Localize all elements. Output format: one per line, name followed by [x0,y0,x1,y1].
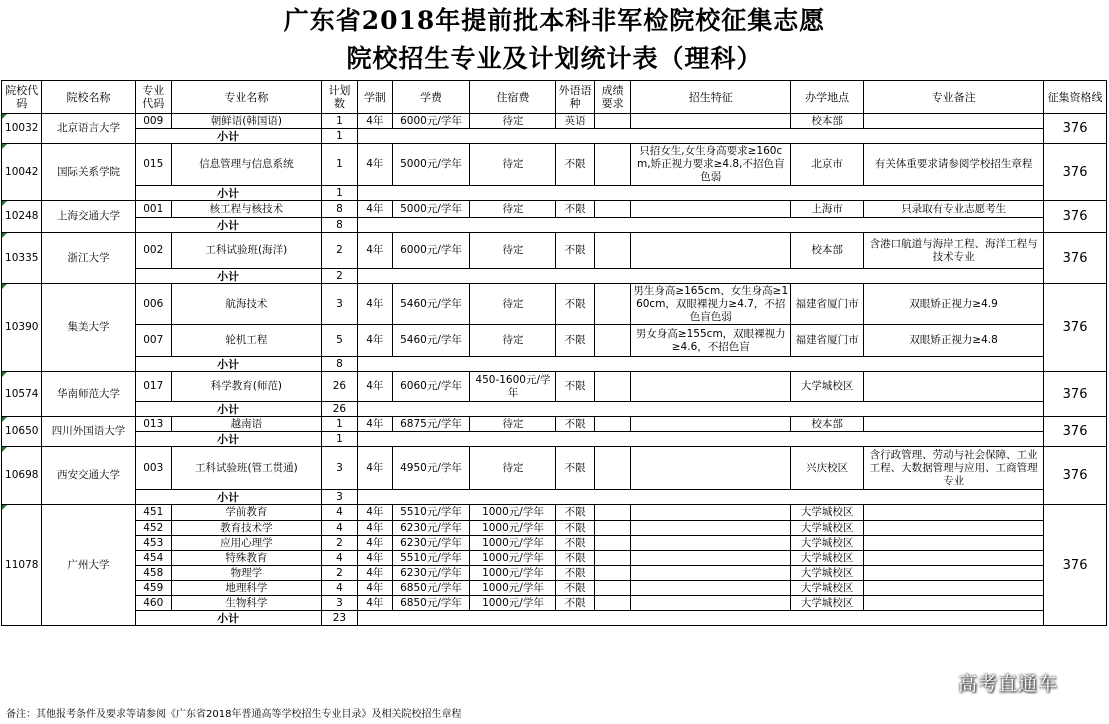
major-code: 454 [135,551,171,566]
major-years: 4年 [358,114,392,129]
major-location: 大学城校区 [791,372,864,402]
major-plan: 4 [321,505,357,521]
major-code: 460 [135,596,171,611]
major-lang: 不限 [556,144,594,186]
subtotal-row [2,402,1107,417]
column-header: 专业名称 [171,81,321,114]
table-row [2,233,1107,269]
major-lodging: 1000元/学年 [470,505,556,521]
qualify-line: 376 [1044,233,1107,284]
major-note: 双眼矫正视力≥4.8 [864,325,1044,357]
major-location: 大学城校区 [791,581,864,596]
major-code: 006 [135,284,171,325]
subtotal-filler [358,218,1044,233]
qualify-line: 376 [1044,144,1107,201]
major-lang: 不限 [556,551,594,566]
major-plan: 2 [321,233,357,269]
major-lodging: 待定 [470,417,556,432]
major-code: 009 [135,114,171,129]
subtotal-value: 3 [321,490,357,505]
school-code: 10574 [2,372,42,417]
major-note: 含行政管理、劳动与社会保障、工业工程、大数据管理与应用、工商管理专业 [864,447,1044,490]
major-lodging: 450-1600元/学年 [470,372,556,402]
subtotal-value: 1 [321,186,357,201]
major-name: 信息管理与信息系统 [171,144,321,186]
major-tuition: 6875元/学年 [392,417,470,432]
major-lodging: 1000元/学年 [470,566,556,581]
major-plan: 2 [321,566,357,581]
major-location: 校本部 [791,417,864,432]
watermark: 高考直通车 [958,673,1059,695]
major-name: 航海技术 [171,284,321,325]
table-row [2,325,1107,357]
major-note [864,536,1044,551]
major-feature [631,596,791,611]
major-feature [631,581,791,596]
school-name: 华南师范大学 [42,372,135,417]
major-feature [631,521,791,536]
subtotal-row [2,432,1107,447]
major-lodging: 待定 [470,201,556,218]
major-location: 大学城校区 [791,566,864,581]
table-row [2,447,1107,490]
major-note [864,114,1044,129]
subtotal-label: 小计 [135,402,321,417]
major-plan: 8 [321,201,357,218]
major-lang: 不限 [556,581,594,596]
major-note [864,566,1044,581]
qualify-line: 376 [1044,114,1107,144]
major-score [594,325,630,357]
column-header: 外语语种 [556,81,594,114]
subtotal-label: 小计 [135,186,321,201]
column-header: 专业代码 [135,81,171,114]
major-name: 核工程与核技术 [171,201,321,218]
major-feature: 男女身高≥155cm，双眼裸视力≥4.6，不招色盲 [631,325,791,357]
major-years: 4年 [358,581,392,596]
school-code: 10698 [2,447,42,505]
major-lang: 不限 [556,447,594,490]
major-score [594,581,630,596]
table-row [2,551,1107,566]
qualify-line: 376 [1044,284,1107,372]
subtotal-value: 1 [321,432,357,447]
major-code: 451 [135,505,171,521]
major-location: 上海市 [791,201,864,218]
major-feature: 只招女生,女生身高要求≥160cm,矫正视力要求≥4.8,不招色盲色弱 [631,144,791,186]
qualify-line: 376 [1044,447,1107,505]
major-tuition: 6230元/学年 [392,566,470,581]
major-tuition: 5000元/学年 [392,144,470,186]
column-header: 成绩要求 [594,81,630,114]
subtotal-filler [358,490,1044,505]
major-tuition: 6230元/学年 [392,536,470,551]
major-score [594,233,630,269]
school-code: 11078 [2,505,42,626]
major-code: 459 [135,581,171,596]
subtotal-filler [358,186,1044,201]
major-note [864,505,1044,521]
footnote: 备注：其他报考条件及要求等请参阅《广东省2018年普通高等学校招生专业目录》及相关院校招生章程 [6,709,462,720]
major-code: 002 [135,233,171,269]
major-lang: 不限 [556,372,594,402]
school-code: 10650 [2,417,42,447]
major-tuition: 5460元/学年 [392,284,470,325]
qualify-line: 376 [1044,505,1107,626]
major-tuition: 5000元/学年 [392,201,470,218]
major-note: 双眼矫正视力≥4.9 [864,284,1044,325]
major-lang: 不限 [556,536,594,551]
major-lang: 不限 [556,505,594,521]
major-note [864,581,1044,596]
major-years: 4年 [358,325,392,357]
major-lodging: 1000元/学年 [470,581,556,596]
major-plan: 5 [321,325,357,357]
major-location: 北京市 [791,144,864,186]
school-code: 10390 [2,284,42,372]
table-row [2,417,1107,432]
major-name: 工科试验班(管工贯通) [171,447,321,490]
major-feature: 男生身高≥165cm、女生身高≥160cm，双眼裸视力≥4.7，不招色盲色弱 [631,284,791,325]
major-lang: 不限 [556,325,594,357]
major-score [594,201,630,218]
major-years: 4年 [358,284,392,325]
column-header: 院校代码 [2,81,42,114]
major-name: 工科试验班(海洋) [171,233,321,269]
major-plan: 1 [321,144,357,186]
title-line-2: 院校招生专业及计划统计表（理科） [346,44,763,73]
subtotal-row [2,611,1107,626]
major-years: 4年 [358,551,392,566]
major-score [594,505,630,521]
column-header: 专业备注 [864,81,1044,114]
column-header: 招生特征 [631,81,791,114]
subtotal-label: 小计 [135,432,321,447]
major-name: 应用心理学 [171,536,321,551]
major-location: 福建省厦门市 [791,284,864,325]
major-years: 4年 [358,536,392,551]
major-plan: 4 [321,581,357,596]
subtotal-filler [358,611,1044,626]
major-note: 有关体重要求请参阅学校招生章程 [864,144,1044,186]
school-code: 10335 [2,233,42,284]
major-lodging: 1000元/学年 [470,521,556,536]
major-score [594,417,630,432]
major-plan: 2 [321,536,357,551]
major-name: 特殊教育 [171,551,321,566]
major-note: 只录取有专业志愿考生 [864,201,1044,218]
table-row [2,521,1107,536]
major-location: 校本部 [791,233,864,269]
subtotal-row [2,218,1107,233]
major-lodging: 待定 [470,284,556,325]
major-feature [631,372,791,402]
column-header: 院校名称 [42,81,135,114]
major-feature [631,201,791,218]
major-code: 013 [135,417,171,432]
major-score [594,144,630,186]
major-plan: 1 [321,114,357,129]
school-name: 四川外国语大学 [42,417,135,447]
major-feature [631,114,791,129]
major-plan: 3 [321,596,357,611]
subtotal-value: 1 [321,129,357,144]
column-header: 住宿费 [470,81,556,114]
major-score [594,284,630,325]
column-header: 学制 [358,81,392,114]
major-lang: 不限 [556,521,594,536]
major-lang: 不限 [556,566,594,581]
major-name: 科学教育(师范) [171,372,321,402]
major-code: 458 [135,566,171,581]
major-feature [631,505,791,521]
subtotal-value: 8 [321,357,357,372]
major-lodging: 待定 [470,447,556,490]
subtotal-filler [358,269,1044,284]
title-line-1: 广东省2018年提前批本科非军检院校征集志愿 [283,6,826,35]
table-row [2,581,1107,596]
major-years: 4年 [358,201,392,218]
table-row [2,505,1107,521]
major-years: 4年 [358,505,392,521]
subtotal-filler [358,402,1044,417]
major-name: 教育技术学 [171,521,321,536]
major-years: 4年 [358,417,392,432]
major-tuition: 6000元/学年 [392,233,470,269]
subtotal-label: 小计 [135,357,321,372]
table-row [2,114,1107,129]
school-name: 国际关系学院 [42,144,135,201]
major-name: 朝鲜语(韩国语) [171,114,321,129]
major-years: 4年 [358,596,392,611]
major-location: 大学城校区 [791,596,864,611]
major-score [594,551,630,566]
major-years: 4年 [358,233,392,269]
table-row [2,372,1107,402]
subtotal-row [2,490,1107,505]
subtotal-label: 小计 [135,218,321,233]
major-lang: 不限 [556,417,594,432]
school-code: 10248 [2,201,42,233]
major-location: 兴庆校区 [791,447,864,490]
enrollment-table [1,80,1107,626]
subtotal-row [2,186,1107,201]
school-name: 集美大学 [42,284,135,372]
major-lodging: 待定 [470,233,556,269]
major-score [594,447,630,490]
major-location: 福建省厦门市 [791,325,864,357]
major-code: 452 [135,521,171,536]
major-lodging: 待定 [470,114,556,129]
major-feature [631,417,791,432]
school-name: 北京语言大学 [42,114,135,144]
major-plan: 3 [321,284,357,325]
major-note [864,596,1044,611]
major-location: 大学城校区 [791,551,864,566]
subtotal-value: 23 [321,611,357,626]
school-code: 10042 [2,144,42,201]
major-feature [631,566,791,581]
column-header: 办学地点 [791,81,864,114]
major-lang: 不限 [556,233,594,269]
table-row [2,566,1107,581]
major-lodging: 待定 [470,325,556,357]
major-tuition: 4950元/学年 [392,447,470,490]
subtotal-filler [358,129,1044,144]
major-score [594,114,630,129]
major-name: 生物科学 [171,596,321,611]
major-tuition: 5510元/学年 [392,505,470,521]
major-tuition: 6000元/学年 [392,114,470,129]
major-lang: 不限 [556,284,594,325]
major-plan: 26 [321,372,357,402]
table-body [2,114,1107,626]
subtotal-label: 小计 [135,269,321,284]
major-tuition: 6060元/学年 [392,372,470,402]
major-name: 地理科学 [171,581,321,596]
table-row [2,201,1107,218]
major-lang: 英语 [556,114,594,129]
major-tuition: 6850元/学年 [392,596,470,611]
school-name: 浙江大学 [42,233,135,284]
major-name: 物理学 [171,566,321,581]
major-lodging: 待定 [470,144,556,186]
major-lodging: 1000元/学年 [470,536,556,551]
subtotal-label: 小计 [135,490,321,505]
major-years: 4年 [358,144,392,186]
qualify-line: 376 [1044,417,1107,447]
major-code: 017 [135,372,171,402]
major-code: 015 [135,144,171,186]
major-score [594,372,630,402]
subtotal-row [2,269,1107,284]
column-header: 学费 [392,81,470,114]
major-lang: 不限 [556,596,594,611]
qualify-line: 376 [1044,372,1107,417]
table-row [2,144,1107,186]
school-name: 广州大学 [42,505,135,626]
school-name: 西安交通大学 [42,447,135,505]
major-name: 学前教育 [171,505,321,521]
school-name: 上海交通大学 [42,201,135,233]
major-tuition: 6230元/学年 [392,521,470,536]
subtotal-value: 2 [321,269,357,284]
major-feature [631,536,791,551]
column-header: 征集资格线 [1044,81,1107,114]
qualify-line: 376 [1044,201,1107,233]
subtotal-value: 26 [321,402,357,417]
major-tuition: 6850元/学年 [392,581,470,596]
subtotal-row [2,129,1107,144]
major-years: 4年 [358,447,392,490]
major-feature [631,551,791,566]
major-plan: 4 [321,521,357,536]
major-note: 含港口航道与海岸工程、海洋工程与技术专业 [864,233,1044,269]
major-lodging: 1000元/学年 [470,596,556,611]
major-lang: 不限 [556,201,594,218]
table-row [2,536,1107,551]
subtotal-row [2,357,1107,372]
major-score [594,521,630,536]
major-location: 校本部 [791,114,864,129]
subtotal-filler [358,357,1044,372]
major-location: 大学城校区 [791,505,864,521]
major-years: 4年 [358,566,392,581]
major-location: 大学城校区 [791,536,864,551]
major-location: 大学城校区 [791,521,864,536]
table-row [2,596,1107,611]
table-row [2,284,1107,325]
major-note [864,372,1044,402]
subtotal-label: 小计 [135,129,321,144]
school-code: 10032 [2,114,42,144]
major-code: 453 [135,536,171,551]
major-years: 4年 [358,372,392,402]
major-score [594,596,630,611]
major-note [864,551,1044,566]
major-score [594,566,630,581]
major-plan: 3 [321,447,357,490]
subtotal-filler [358,432,1044,447]
major-code: 007 [135,325,171,357]
major-note [864,521,1044,536]
major-tuition: 5460元/学年 [392,325,470,357]
major-score [594,536,630,551]
major-feature [631,233,791,269]
header-row [2,81,1107,114]
major-plan: 4 [321,551,357,566]
major-feature [631,447,791,490]
major-code: 001 [135,201,171,218]
major-note [864,417,1044,432]
major-name: 轮机工程 [171,325,321,357]
subtotal-value: 8 [321,218,357,233]
column-header: 计划数 [321,81,357,114]
major-tuition: 5510元/学年 [392,551,470,566]
major-plan: 1 [321,417,357,432]
major-years: 4年 [358,521,392,536]
major-lodging: 1000元/学年 [470,551,556,566]
major-name: 越南语 [171,417,321,432]
major-code: 003 [135,447,171,490]
subtotal-label: 小计 [135,611,321,626]
